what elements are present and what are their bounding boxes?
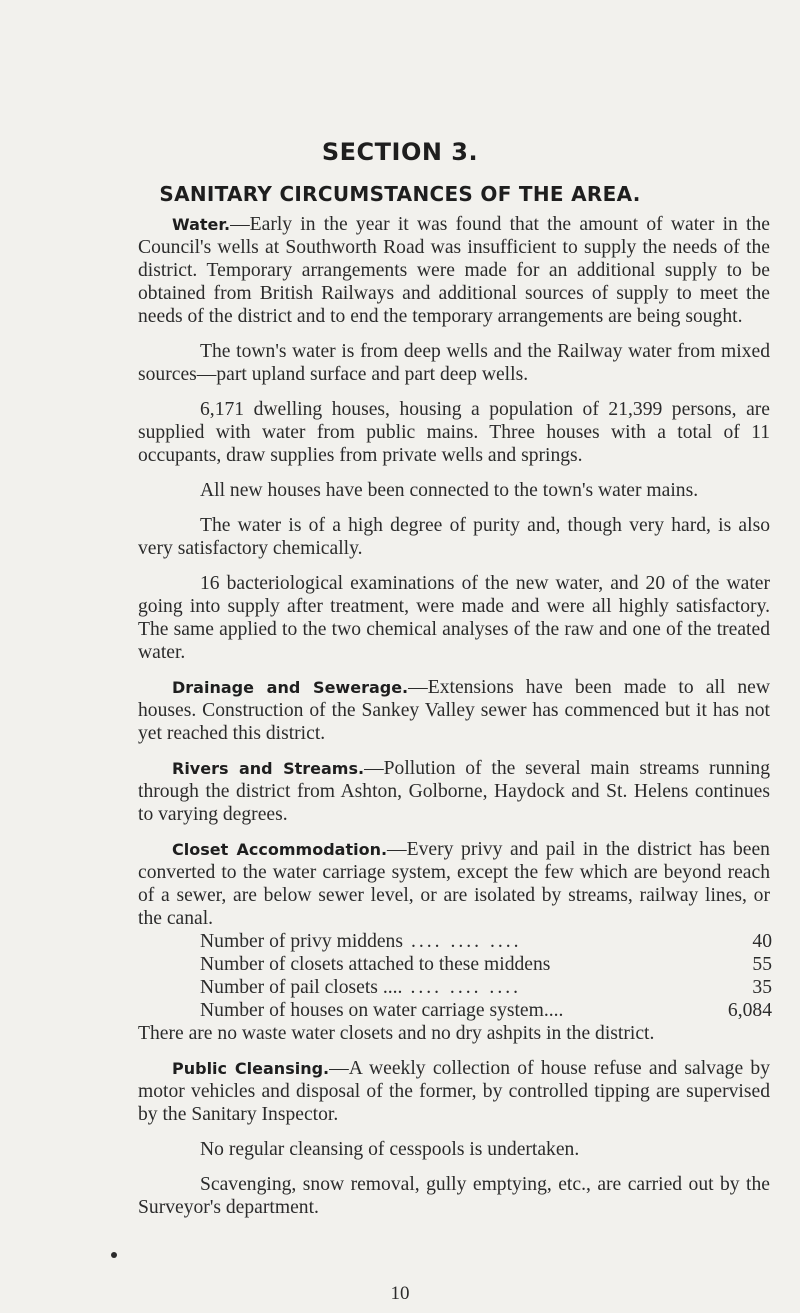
closets-paragraph: [138, 838, 770, 930]
cleansing-heading: Public Cleansing.: [172, 1059, 330, 1078]
examinations-paragraph: 16 bacteriological examinations of the new water, and 20 of the water going into supply after treatment, were made and were all highly satisfactory. The same applied to the two chemical analyses of the raw and one of the treated water.: [138, 573, 770, 663]
water-heading: Water.: [172, 215, 231, 234]
drainage-heading: Drainage and Sewerage.: [172, 678, 409, 697]
closets-text: —Every privy and pail in the district has been converted to the water carriage system, except the few which are beyond reach of a sewer, are below sewer level, or are isolated by streams, railway lines, or the canal.: [138, 839, 770, 929]
cleansing-text: —A weekly collection of house refuse and salvage by motor vehicles and disposal of the former, by controlled tipping are supervised by the Sanitary Inspector.: [138, 1058, 770, 1125]
new-houses-paragraph: All new houses have been connected to the town's water mains.: [200, 480, 699, 501]
water-sources-paragraph: The town's water is from deep wells and the Railway water from mixed sources—part upland surface and part deep wells.: [138, 341, 770, 385]
stat-leader-dots: [550, 953, 714, 976]
closets-heading: Closet Accommodation.: [172, 840, 388, 859]
scavenging-paragraph: Scavenging, snow removal, gully emptying, etc., are carried out by the Surveyor's department.: [138, 1174, 770, 1218]
stat-label: Number of pail closets ....: [200, 977, 403, 998]
stat-label: Number of closets attached to these middens: [200, 954, 551, 975]
page-number: 10: [390, 1283, 410, 1304]
closets-summary: There are no waste water closets and no dry ashpits in the district.: [138, 1023, 655, 1044]
stat-leader-dots: [563, 999, 714, 1022]
water-supply-paragraph: 6,171 dwelling houses, housing a population of 21,399 persons, are supplied with water from public mains. Three houses with a total of 11 occupants, draw supplies from private wells and springs.: [138, 399, 770, 466]
stat-row: [138, 953, 772, 976]
stat-leader-dots: .... .... ....: [410, 931, 522, 952]
water-purity-paragraph: The water is of a high degree of purity and, though very hard, is also very satisfactory chemically.: [138, 515, 770, 559]
drainage-paragraph: [138, 676, 770, 745]
closet-statistics: [138, 930, 770, 1022]
stat-value: 35: [752, 977, 772, 998]
stat-value: 40: [752, 931, 772, 952]
stat-row: [138, 999, 772, 1022]
section-subtitle: SANITARY CIRCUMSTANCES OF THE AREA.: [159, 182, 641, 206]
stat-label: Number of privy middens: [200, 931, 403, 952]
cleansing-paragraph: [138, 1057, 770, 1126]
stat-row: [138, 930, 772, 953]
body-text: [138, 213, 770, 1231]
water-text: —Early in the year it was found that the amount of water in the Council's wells at Southworth Road was insufficient to supply the needs of the district. Temporary arrangements were made for an additional supply to be obtained from British Railways and additional sources of supply to meet the needs of the district and to end the temporary arrangements are being sought.: [138, 214, 770, 327]
section-title: SECTION 3.: [321, 138, 479, 166]
water-paragraph: [138, 213, 770, 328]
rivers-heading: Rivers and Streams.: [172, 759, 365, 778]
stat-row: [138, 976, 772, 999]
stat-label: Number of houses on water carriage system....: [200, 1000, 564, 1021]
rivers-paragraph: [138, 757, 770, 826]
rivers-text: —Pollution of the several main streams running through the district from Ashton, Golborne, Haydock and St. Helens continues to varying degrees.: [138, 758, 770, 825]
bullet-mark: [111, 1252, 117, 1258]
stat-value: 55: [752, 954, 772, 975]
stat-value: 6,084: [727, 1000, 772, 1021]
stat-leader-dots: .... .... ....: [410, 977, 522, 998]
drainage-text: —Extensions have been made to all new houses. Construction of the Sankey Valley sewer has commenced but it has not yet reached this district.: [138, 677, 770, 744]
cesspools-paragraph: No regular cleansing of cesspools is undertaken.: [200, 1139, 580, 1160]
